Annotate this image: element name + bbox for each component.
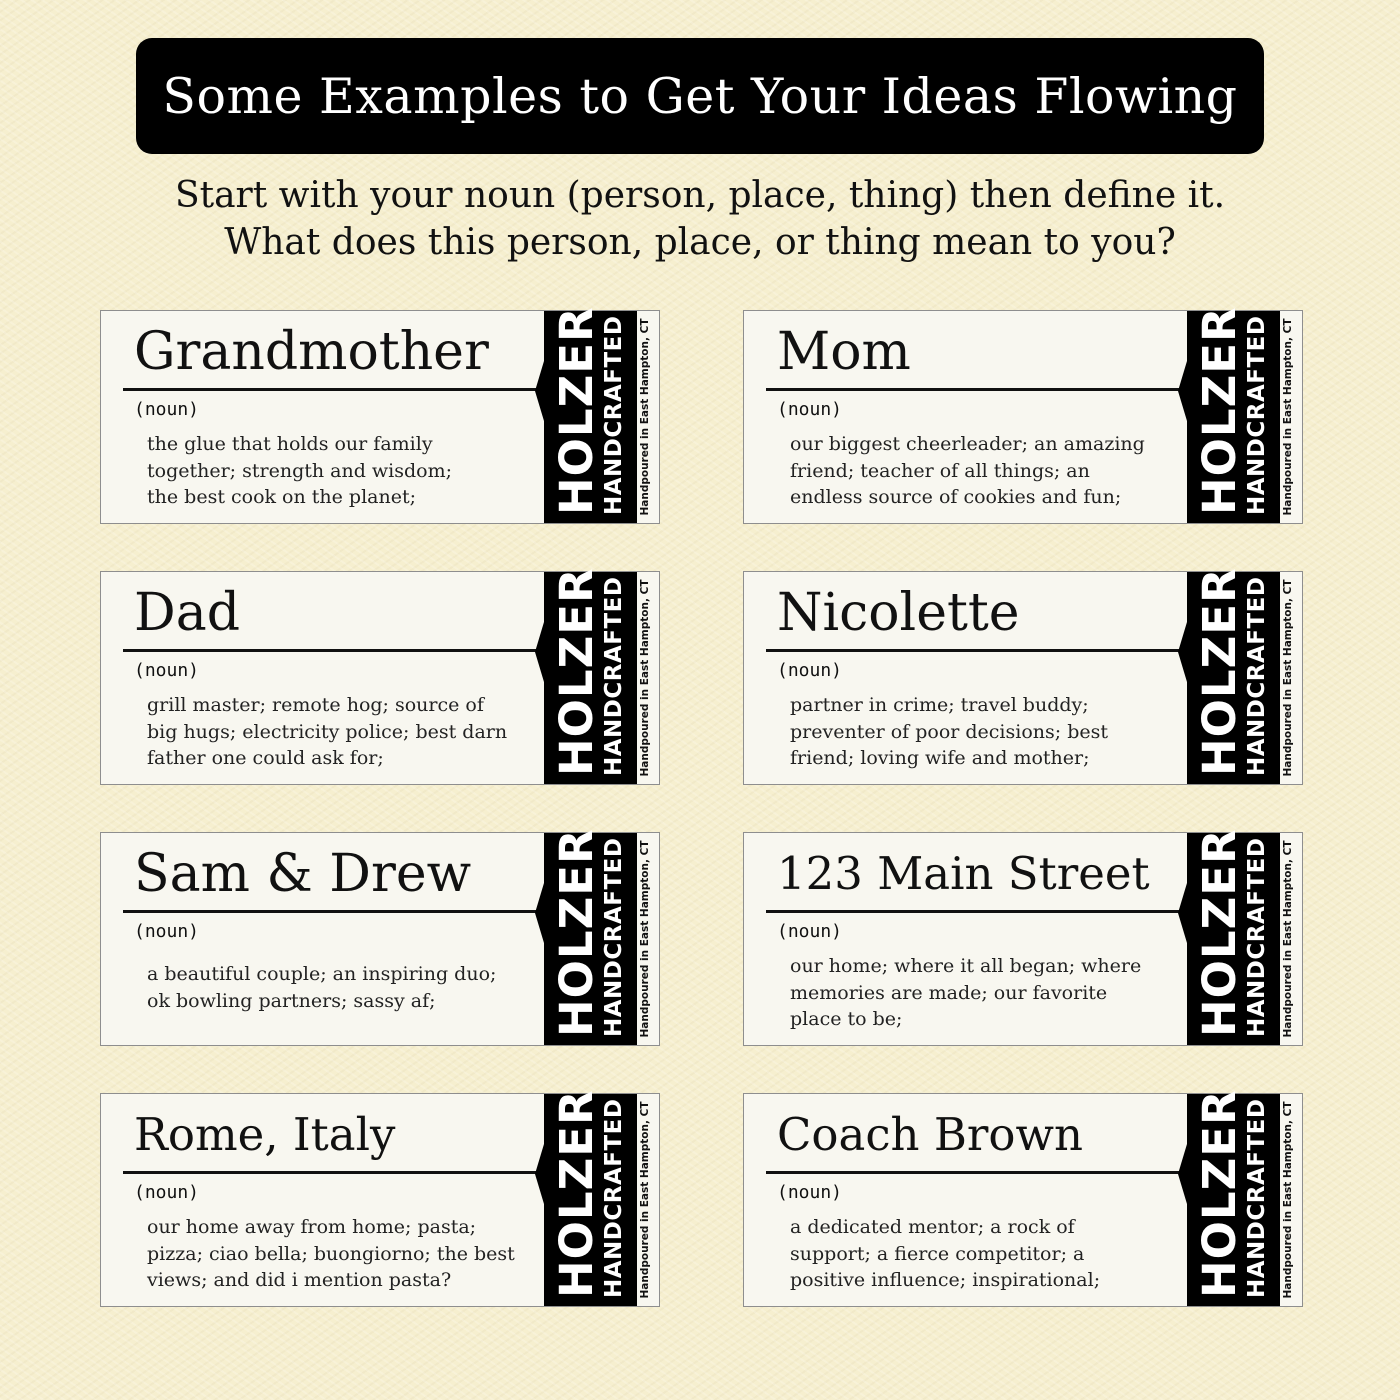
brand-name: HOLZER	[550, 828, 603, 1037]
card-rule	[766, 649, 1188, 652]
brand-name: HOLZER	[550, 306, 603, 515]
definition-line: father one could ask for;	[147, 747, 384, 769]
definition-line: together; strength and wisdom;	[147, 459, 453, 482]
brand-subname: HANDCRAFTED	[601, 576, 627, 776]
brand-tagline: Handpoured in East Hampton, CT	[639, 1101, 651, 1299]
brand-name: HOLZER	[550, 567, 603, 776]
card-rule	[123, 388, 545, 391]
definition-line: grill master; remote hog; source of	[147, 694, 484, 716]
card-definition	[790, 431, 1190, 511]
instructions-line-1: Start with your noun (person, place, thing) then define it.	[174, 175, 1226, 216]
example-card-grandmother	[100, 306, 660, 524]
definition-line: preventer of poor decisions; best	[790, 720, 1108, 743]
card-part-of-speech: (noun)	[134, 660, 200, 681]
definition-line: partner in crime; travel buddy;	[790, 694, 1089, 716]
definition-line: memories are made; our favorite	[790, 981, 1108, 1004]
card-definition	[147, 1214, 547, 1294]
definition-line: the best cook on the planet;	[147, 486, 417, 508]
example-card-dad	[100, 567, 660, 785]
brand-logo-block	[1187, 306, 1280, 523]
card-word: Nicolette	[777, 583, 1020, 643]
definition-line: endless source of cookies and fun;	[790, 486, 1122, 508]
card-part-of-speech: (noun)	[777, 921, 843, 942]
brand-logo-block	[544, 306, 637, 523]
definition-line: pizza; ciao bella; buongiorno; the best	[147, 1242, 515, 1265]
definition-line: a dedicated mentor; a rock of	[790, 1216, 1075, 1238]
example-card-nicolette	[743, 567, 1303, 785]
card-word: Dad	[134, 583, 240, 643]
card-word: 123 Main Street	[777, 847, 1150, 900]
brand-subname: HANDCRAFTED	[601, 315, 627, 515]
brand-tagline: Handpoured in East Hampton, CT	[639, 840, 651, 1038]
card-rule	[123, 1171, 545, 1174]
brand-subname: HANDCRAFTED	[1244, 576, 1270, 776]
card-word: Grandmother	[134, 322, 489, 382]
instructions-line-2: What does this person, place, or thing mean to you?	[224, 222, 1176, 263]
brand-subname: HANDCRAFTED	[1244, 837, 1270, 1037]
card-word: Coach Brown	[777, 1108, 1084, 1161]
brand-logo-block	[1187, 567, 1280, 784]
card-part-of-speech: (noun)	[134, 399, 200, 420]
example-card-coach-brown	[743, 1089, 1303, 1307]
card-part-of-speech: (noun)	[777, 399, 843, 420]
definition-line: support; a fierce competitor; a	[790, 1242, 1085, 1265]
brand-logo-block	[544, 828, 637, 1045]
brand-name: HOLZER	[1193, 567, 1246, 776]
definition-line: the glue that holds our family	[147, 433, 433, 455]
definition-line: ok bowling partners; sassy af;	[147, 989, 436, 1012]
brand-name: HOLZER	[1193, 828, 1246, 1037]
brand-subname: HANDCRAFTED	[601, 837, 627, 1037]
definition-line: our home away from home; pasta;	[147, 1216, 477, 1238]
example-card-rome-italy	[100, 1089, 660, 1307]
example-card-sam-and-drew	[100, 828, 660, 1046]
definition-line: friend; teacher of all things; an	[790, 459, 1090, 482]
example-card-mom	[743, 306, 1303, 524]
brand-logo-block	[1187, 1089, 1280, 1306]
card-definition	[790, 692, 1190, 772]
brand-tagline: Handpoured in East Hampton, CT	[1282, 840, 1294, 1038]
definition-line: our home; where it all began; where	[790, 955, 1142, 977]
card-part-of-speech: (noun)	[134, 921, 200, 942]
brand-name: HOLZER	[550, 1089, 603, 1298]
brand-tagline: Handpoured in East Hampton, CT	[1282, 318, 1294, 516]
brand-tagline: Handpoured in East Hampton, CT	[639, 318, 651, 516]
card-definition	[147, 692, 547, 772]
brand-logo-block	[544, 1089, 637, 1306]
definition-line: big hugs; electricity police; best darn	[147, 720, 508, 743]
card-rule	[123, 910, 545, 913]
brand-name: HOLZER	[1193, 306, 1246, 515]
brand-logo-block	[544, 567, 637, 784]
brand-subname: HANDCRAFTED	[1244, 1098, 1270, 1298]
definition-line: positive influence; inspirational;	[790, 1269, 1101, 1291]
card-part-of-speech: (noun)	[777, 1182, 843, 1203]
brand-tagline: Handpoured in East Hampton, CT	[1282, 579, 1294, 777]
brand-tagline: Handpoured in East Hampton, CT	[639, 579, 651, 777]
page-title: Some Examples to Get Your Ideas Flowing	[162, 67, 1238, 125]
card-definition	[147, 961, 547, 1014]
definition-line: a beautiful couple; an inspiring duo;	[147, 963, 497, 985]
card-definition	[790, 953, 1190, 1033]
brand-subname: HANDCRAFTED	[601, 1098, 627, 1298]
brand-subname: HANDCRAFTED	[1244, 315, 1270, 515]
card-rule	[766, 910, 1188, 913]
card-word: Mom	[777, 322, 911, 382]
definition-line: place to be;	[790, 1008, 903, 1030]
card-rule	[766, 388, 1188, 391]
card-rule	[766, 1171, 1188, 1174]
brand-tagline: Handpoured in East Hampton, CT	[1282, 1101, 1294, 1299]
card-rule	[123, 649, 545, 652]
definition-line: views; and did i mention pasta?	[147, 1269, 452, 1291]
card-word: Sam & Drew	[134, 844, 472, 904]
card-part-of-speech: (noun)	[777, 660, 843, 681]
card-definition	[790, 1214, 1190, 1294]
card-word: Rome, Italy	[134, 1108, 396, 1161]
card-part-of-speech: (noun)	[134, 1182, 200, 1203]
brand-name: HOLZER	[1193, 1089, 1246, 1298]
definition-line: friend; loving wife and mother;	[790, 747, 1090, 769]
card-definition	[147, 431, 547, 511]
definition-line: our biggest cheerleader; an amazing	[790, 433, 1145, 455]
instructions	[0, 172, 1400, 266]
example-card-123-main-street	[743, 828, 1303, 1046]
title-banner	[136, 38, 1264, 154]
brand-logo-block	[1187, 828, 1280, 1045]
